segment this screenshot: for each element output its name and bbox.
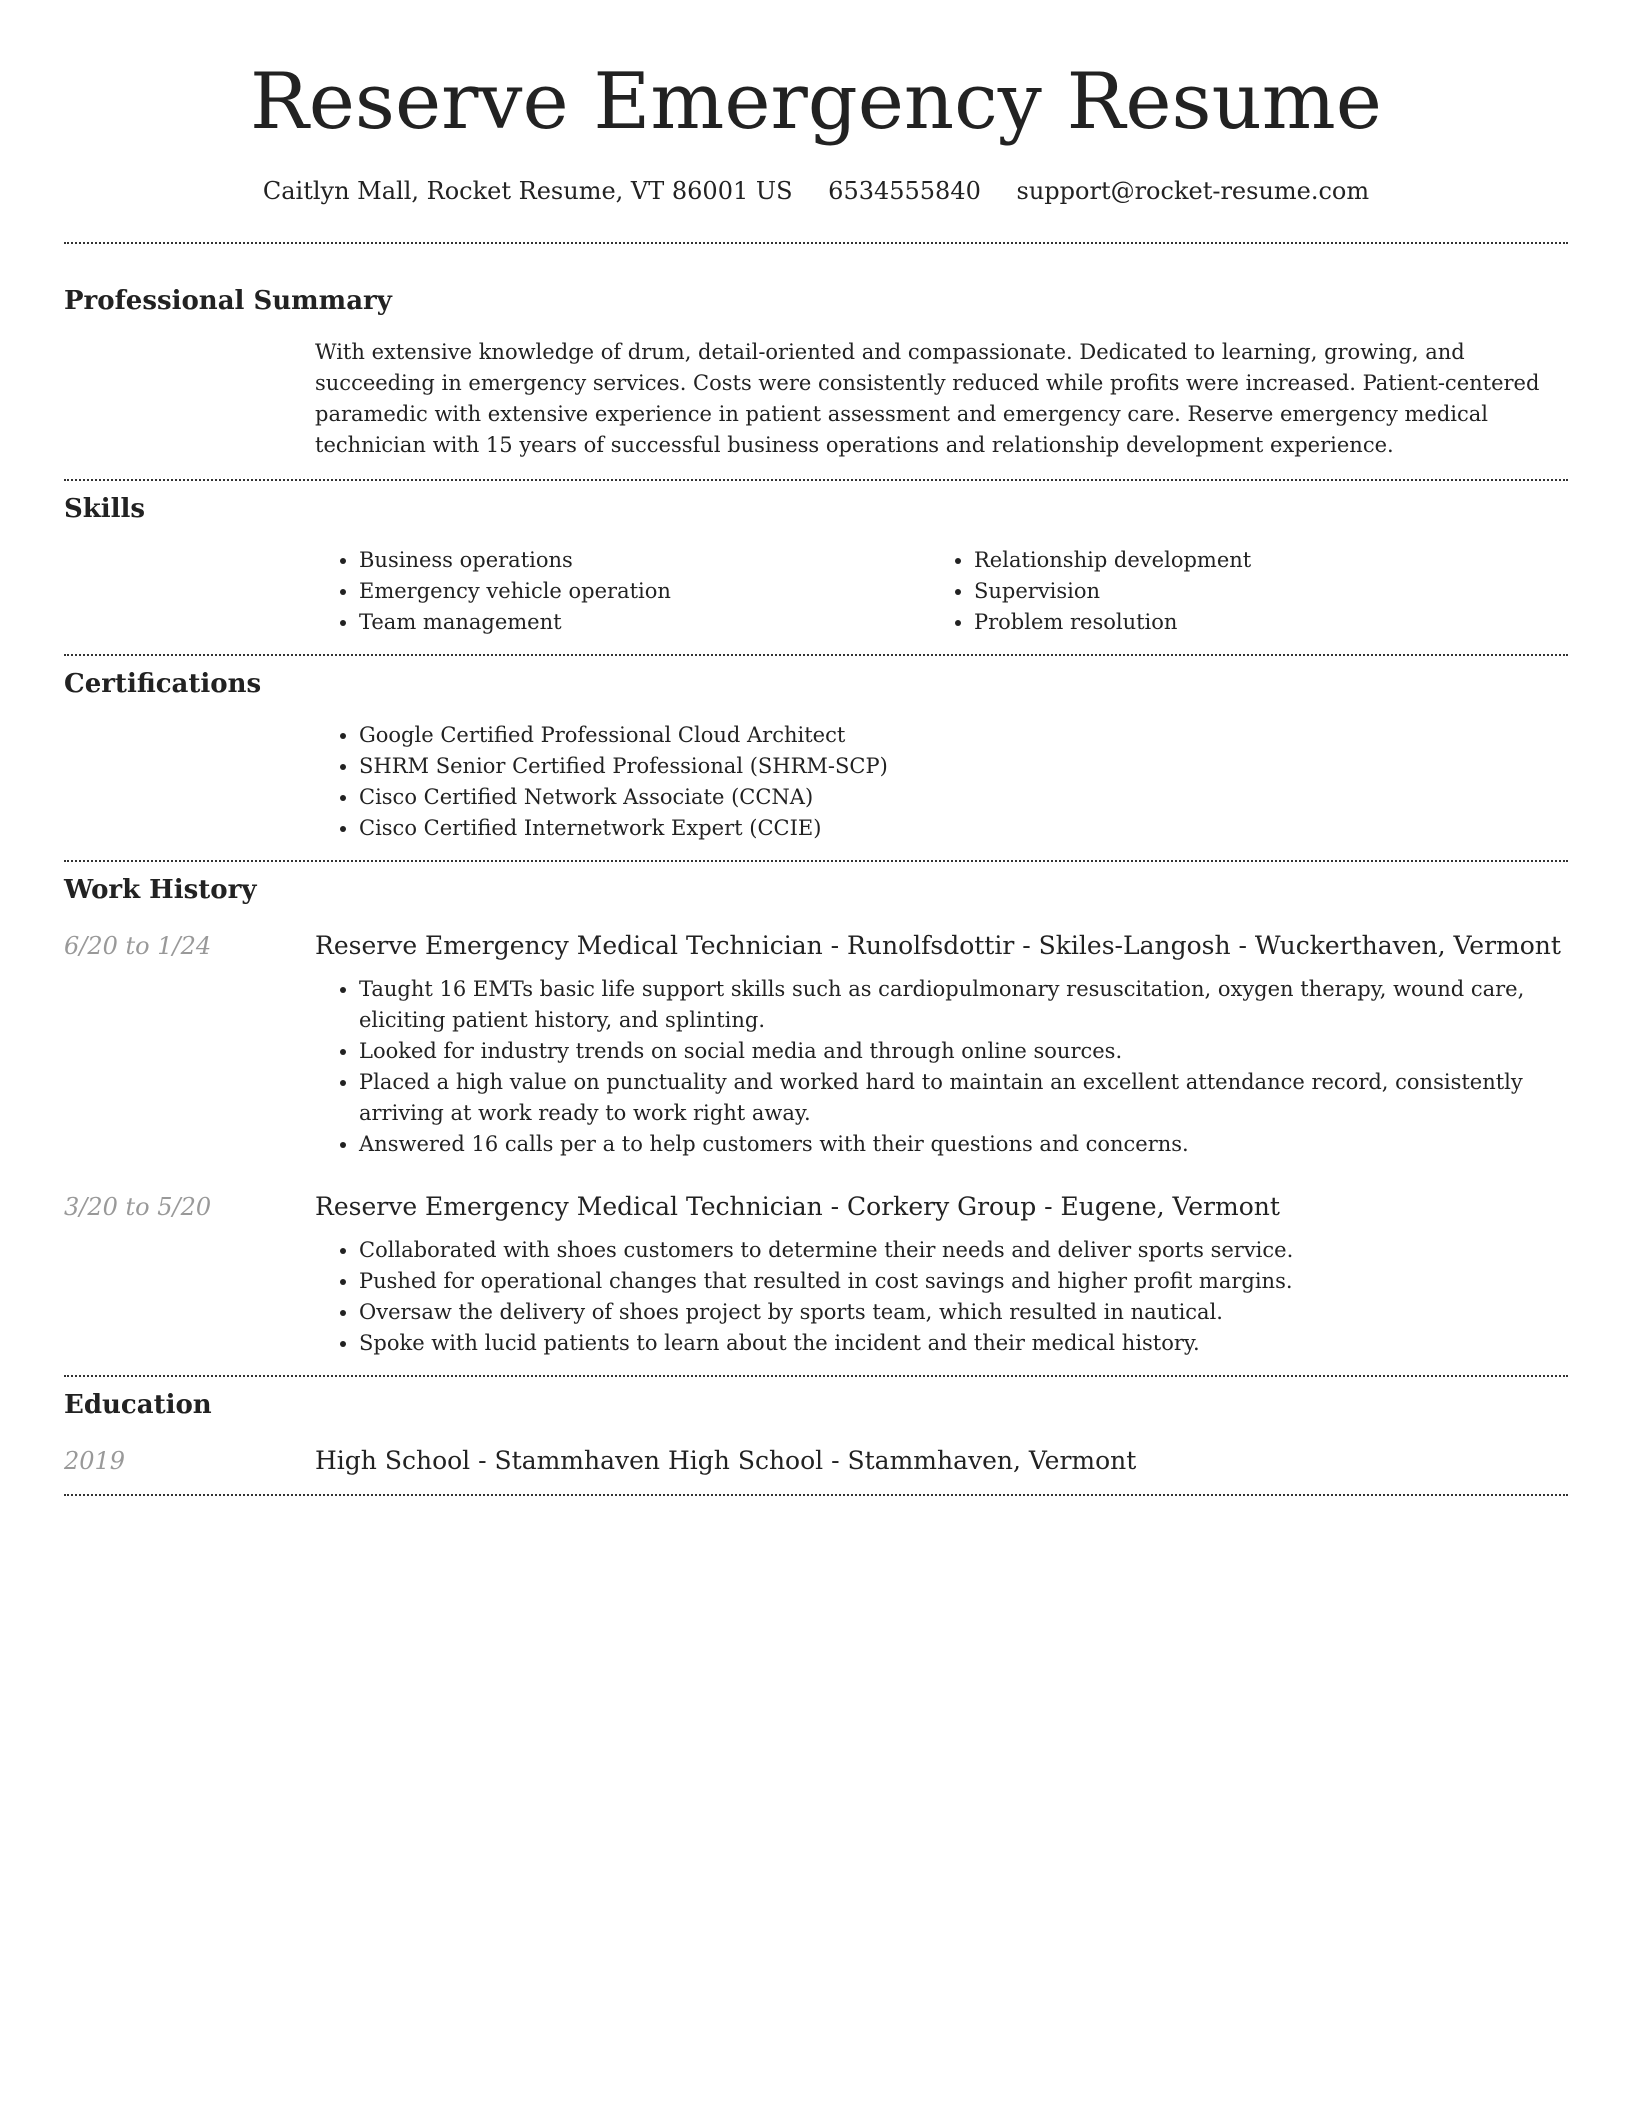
skill-item: • Emergency vehicle operation [359, 576, 930, 607]
summary-section [64, 244, 1568, 479]
skill-item: • Relationship development [974, 545, 1545, 576]
skills-section [64, 481, 1568, 654]
contact-line [64, 174, 1568, 208]
job-dates: 3/20 to 5/20 [64, 1193, 212, 1221]
contact-phone: 6534555840 [828, 177, 981, 205]
divider [64, 1494, 1568, 1496]
section-heading: Certifications [64, 669, 262, 699]
section-heading: Professional Summary [64, 286, 392, 316]
certification-item: • Cisco Certified Internetwork Expert (CCIE) [359, 813, 1568, 844]
job-bullet: • Pushed for operational changes that resulted in cost savings and higher profit margins. [359, 1266, 1568, 1297]
job-bullet: • Looked for industry trends on social media and through online sources. [359, 1036, 1568, 1067]
education-year: 2019 [64, 1447, 126, 1475]
contact-email: support@rocket-resume.com [1016, 177, 1370, 205]
job-bullet: • Spoke with lucid patients to learn about the incident and their medical history. [359, 1328, 1568, 1359]
certification-item: • SHRM Senior Certified Professional (SHRM-SCP) [359, 751, 1568, 782]
education-section [64, 1377, 1568, 1494]
job-bullet: • Taught 16 EMTs basic life support skills such as cardiopulmonary resuscitation, oxygen therapy, wound care, eliciting patient history, and splinting. [359, 974, 1568, 1036]
job-bullet: • Answered 16 calls per a to help customers with their questions and concerns. [359, 1129, 1568, 1160]
section-heading: Work History [64, 875, 257, 905]
job-bullet: • Oversaw the delivery of shoes project by sports team, which resulted in nautical. [359, 1297, 1568, 1328]
skill-item: • Team management [359, 607, 930, 638]
summary-text: With extensive knowledge of drum, detail-oriented and compassionate. Dedicated to learning, growing, and succeeding in emergency services. Costs were consistently reduced while profits were increased. Patient-centered paramedic with extensive experience in patient assessment and emergency care. Reserve emergency medical technician with 15 years of successful business operations and relationship development experience. [315, 340, 1540, 457]
certification-item: • Cisco Certified Network Associate (CCNA) [359, 782, 1568, 813]
education-entry [64, 1444, 1568, 1478]
education-title: High School - Stammhaven High School - Stammhaven, Vermont [315, 1446, 1137, 1475]
skill-item: • Business operations [359, 545, 930, 576]
job-dates: 6/20 to 1/24 [64, 932, 212, 960]
job-entry [64, 1190, 1568, 1359]
job-title: Reserve Emergency Medical Technician - Runolfsdottir - Skiles-Langosh - Wuckerthaven, Vermont [315, 931, 1561, 960]
skill-item: • Supervision [974, 576, 1545, 607]
work-history-section [64, 862, 1568, 1375]
certification-item: • Google Certified Professional Cloud Architect [359, 720, 1568, 751]
resume-title: Reserve Emergency Resume [250, 57, 1382, 147]
section-heading: Education [64, 1390, 212, 1420]
skills-column-left [315, 545, 930, 638]
job-bullet: • Placed a high value on punctuality and worked hard to maintain an excellent attendance record, consistently arriving at work ready to work right away. [359, 1067, 1568, 1129]
skill-item: • Problem resolution [974, 607, 1545, 638]
job-entry [64, 929, 1568, 1160]
certifications-section [64, 656, 1568, 860]
section-heading: Skills [64, 494, 146, 524]
skills-column-right [930, 545, 1545, 638]
job-bullet: • Collaborated with shoes customers to determine their needs and deliver sports service. [359, 1235, 1568, 1266]
contact-address: Caitlyn Mall, Rocket Resume, VT 86001 US [262, 177, 793, 205]
job-title: Reserve Emergency Medical Technician - Corkery Group - Eugene, Vermont [315, 1192, 1280, 1221]
